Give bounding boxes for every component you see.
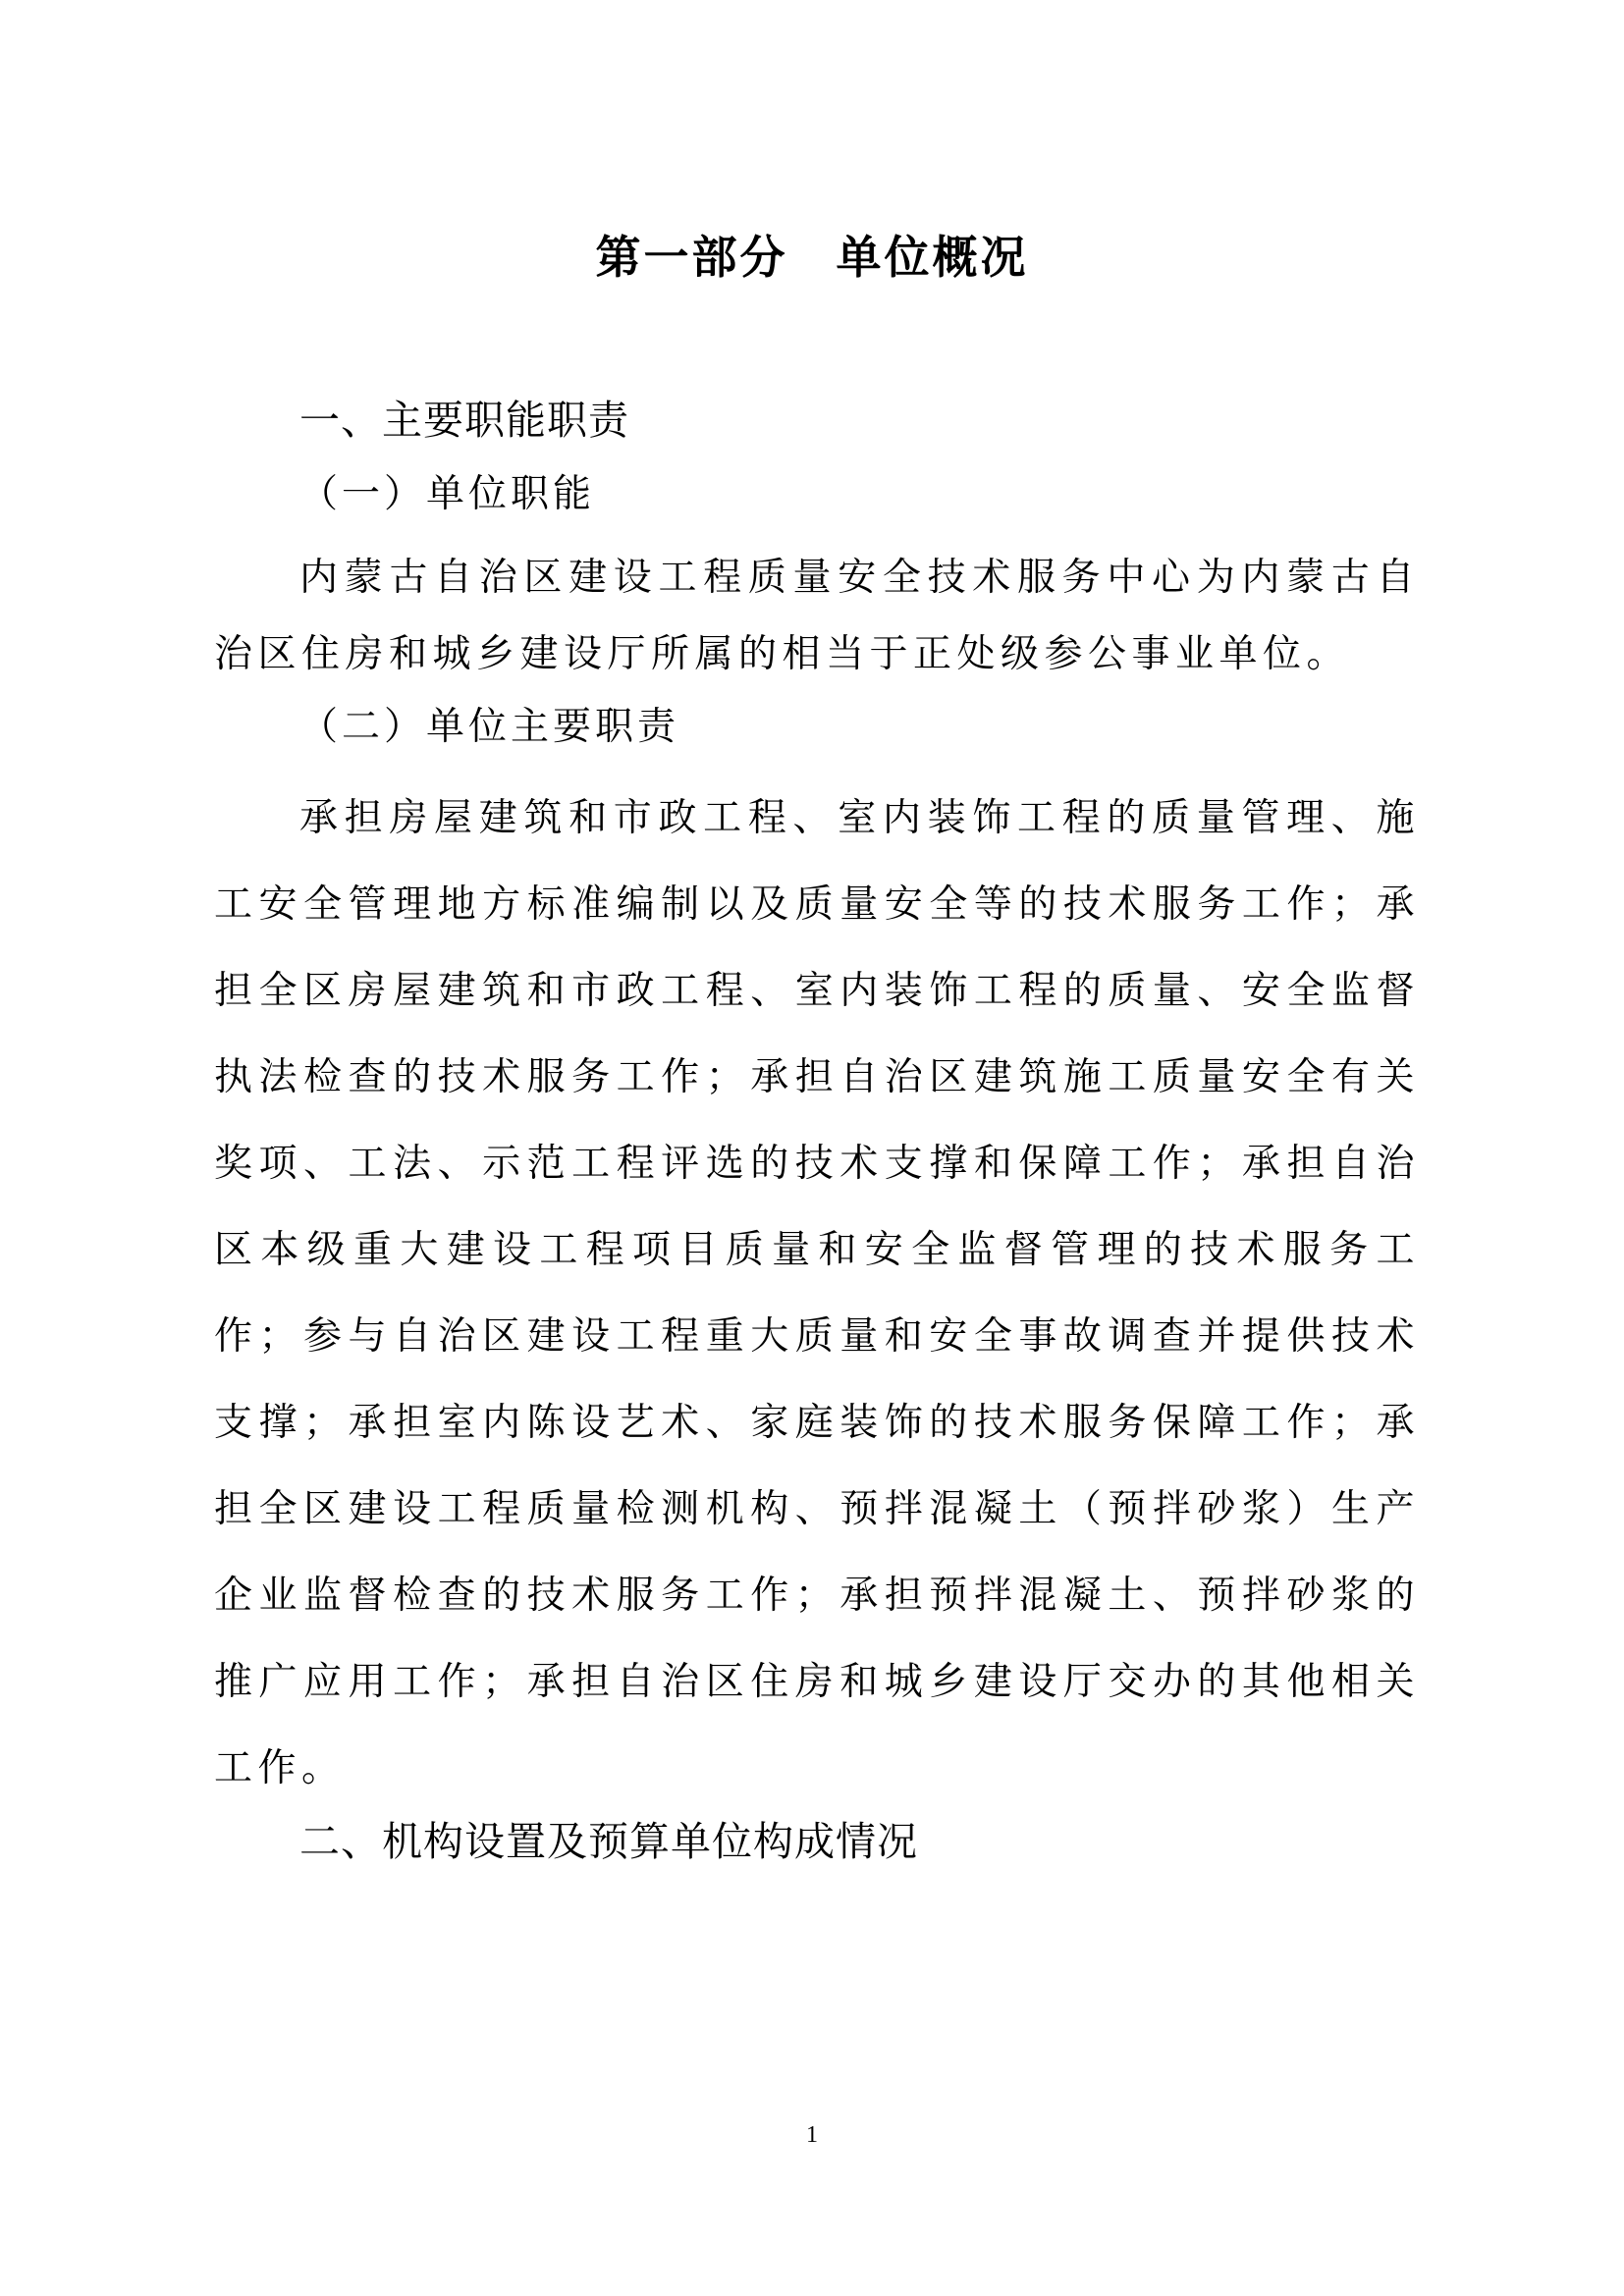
paragraph-unit-functions: 内蒙古自治区建设工程质量安全技术服务中心为内蒙古自治区住房和城乡建设厅所属的相当于正处级参公事业单位。	[214, 556, 1420, 676]
section-heading-main-functions: 一、主要职能职责	[299, 397, 629, 444]
page-title: 第一部分 单位概况	[595, 231, 1029, 284]
page-number: 1	[806, 2122, 818, 2148]
paragraph-main-duties: 承担房屋建筑和市政工程、室内装饰工程的质量管理、施工安全管理地方标准编制以及质量安全等的技术服务工作；承担全区房屋建筑和市政工程、室内装饰工程的质量、安全监督执法检查的技术服务工作；承担自治区建筑施工质量安全有关奖项、工法、示范工程评选的技术支撑和保障工作；承担自治区本级重大建设工程项目质量和安全监督管理的技术服务工作；参与自治区建设工程重大质量和安全事故调查并提供技术支撑；承担室内陈设艺术、家庭装饰的技术服务保障工作；承担全区建设工程质量检测机构、预拌混凝土（预拌砂浆）生产企业监督检查的技术服务工作；承担预拌混凝土、预拌砂浆的推广应用工作；承担自治区住房和城乡建设厅交办的其他相关工作。	[214, 796, 1420, 1790]
section-heading-organization: 二、机构设置及预算单位构成情况	[299, 1818, 918, 1865]
sub-heading-main-duties: （二）单位主要职责	[299, 705, 680, 749]
sub-heading-unit-functions: （一）单位职能	[299, 472, 596, 516]
